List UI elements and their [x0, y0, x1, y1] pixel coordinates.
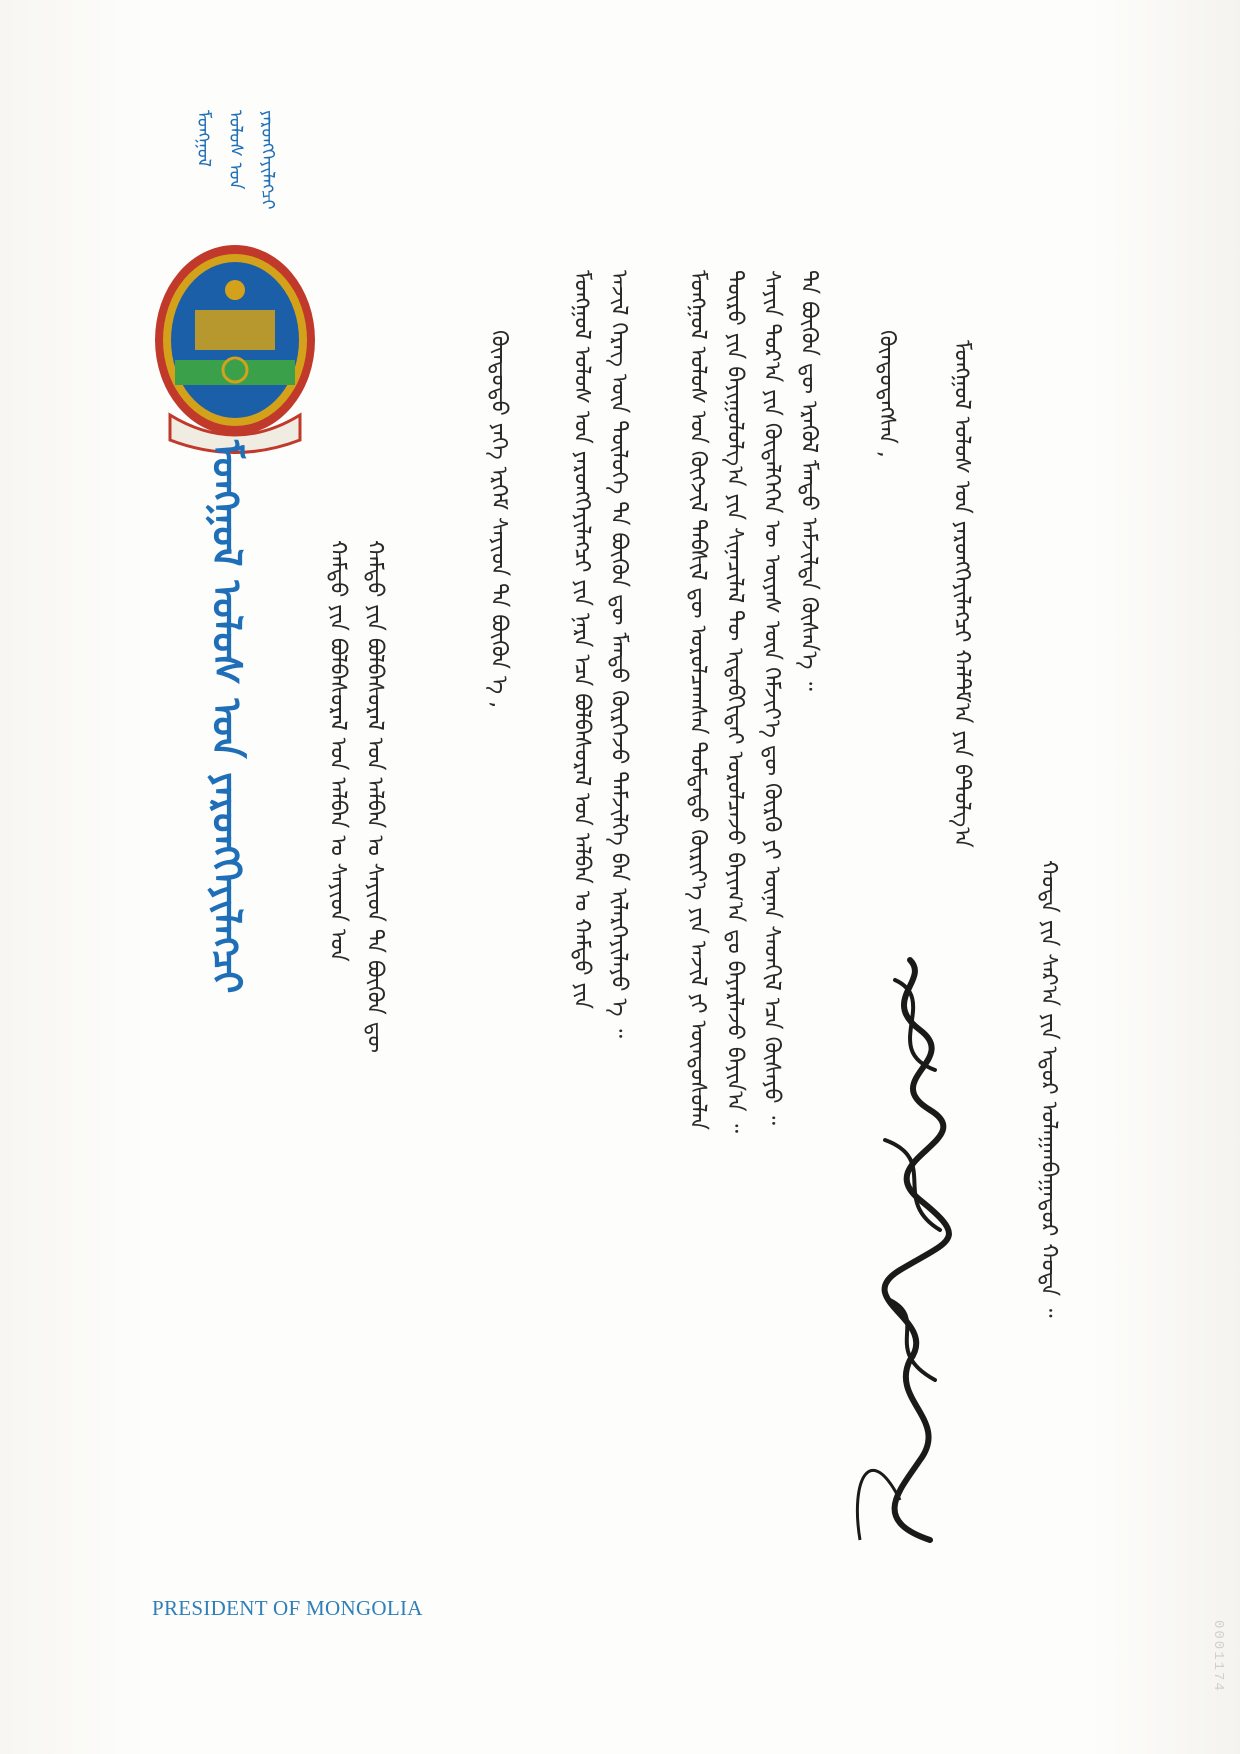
body-line-5: ᠰᠠᠶᠢᠨ ᠳᠤᠷ᠎ᠠ ᠶᠢᠨ ᠬᠥᠳᠡᠯᠭᠡᠭᠡᠨ ᠦ ᠦᠶᠡᠰ ᠦᠨ ᠬᠡᠮᠵᠢᠶ᠎ᠡ ᠳᠦ ᠬᠦᠷᠬᠦ ᠶᠢ ᠦᠨᠡᠨ ᠰᠡᠳᠬᠢᠯ ᠡᠴᠡ ᠬᠦᠰᠡᠶᠦ ᠃	[759, 270, 784, 1125]
signature	[840, 940, 980, 1564]
page-title: ᠮᠣᠩᠭᠣᠯ ᠤᠯᠤᠰ ᠤᠨ ᠶᠡᠷᠦᠩᠬᠡᠶᠢᠯᠡᠭᠴᠢ	[203, 440, 249, 994]
body-line-3: ᠮᠣᠩᠭᠣᠯ ᠤᠯᠤᠰ ᠤᠨ ᠬᠥᠭᠵᠢᠯ ᠳᠡᠪᠰᠢᠯ ᠳᠦ ᠣᠷᠤᠯᠴᠠᠭᠰᠠᠨ ᠳᠤᠮᠳᠠᠳᠤ ᠬᠦᠷᠢᠶ᠎ᠡ ᠶᠢᠨ ᠠᠵᠢᠯ ᠶᠢ ᠦᠨᠳᠦᠰᠦᠯᠡᠨ	[685, 270, 710, 1131]
body-line-2: ᠠᠵᠢᠯ ᠬᠡᠷᠡᠭ ᠦᠨ ᠲᠥᠯᠥᠭᠡ ᠲᠠ ᠪᠦᠬᠦᠨ ᠳᠦ ᠮᠡᠨᠳᠦ ᠬᠦᠷᠭᠡᠵᠦ ᠳᠡᠮᠵᠢᠯᠭᠡ ᠪᠠᠨ ᠢᠯᠡᠷᠬᠡᠶᠢᠯᠡᠶᠦ ᠡ ᠃	[606, 270, 631, 1038]
body-line-6: ᠲᠠ ᠪᠦᠬᠦᠨ ᠳᠦ ᠡᠷᠡᠭᠦᠯ ᠮᠡᠨᠳᠦ ᠠᠮᠵᠢᠯᠲᠠ ᠬᠦᠰᠡᠨ᠎ᠡ ᠃	[796, 270, 821, 691]
state-emblem	[150, 240, 320, 464]
closing-regards: ᠬᠦᠨᠳᠦᠲᠡᠭᠰᠡᠨ ,	[874, 330, 899, 458]
header-line-3: ᠶᠡᠷᠦᠩᠬᠡᠶᠢᠯᠡᠭᠴᠢ	[257, 110, 278, 210]
date-line: ᠬᠣᠲᠠ ᠶᠢᠨ ᠰᠠᠷ᠎ᠠ ᠶᠢᠨ ᠡᠳᠦᠷ ᠤᠯᠠᠭᠠᠨᠪᠠᠭᠠᠲᠤᠷ ᠬᠣᠲᠠ ᠃	[1036, 860, 1061, 1318]
header-line-2: ᠤᠯᠤᠰ ᠤᠨ	[225, 110, 246, 190]
salutation: ᠬᠦᠨᠳᠦᠲᠦ ᠶᠡᠬᠡ ᠡᠷᠬᠡᠮ ᠰᠠᠶᠢᠳ ᠲᠠ ᠪᠦᠬᠦᠨ ᠡ ,	[486, 330, 511, 709]
footer-label: PRESIDENT OF MONGOLIA	[152, 1596, 423, 1620]
addressee-line-1: ᠬᠠᠮᠲᠤ ᠶᠢᠨ ᠪᠣᠯᠪᠠᠰᠤᠷᠠᠯ ᠤᠨ ᠠᠯᠪᠠᠨ ᠤ ᠰᠠᠶᠢᠳ ᠤᠨ	[325, 540, 350, 962]
signatory: ᠮᠣᠩᠭᠣᠯ ᠤᠯᠤᠰ ᠤᠨ ᠶᠡᠷᠦᠩᠬᠡᠶᠢᠯᠡᠭᠴᠢ ᠬᠠᠯᠲᠮ᠎ᠠ ᠶᠢᠨ ᠪᠲ᠋ᠤᠯᠭ᠎ᠠ	[949, 340, 974, 848]
header-line-1: ᠮᠣᠩᠭᠣᠯ	[193, 110, 214, 167]
body-line-4: ᠲᠥᠷᠥ ᠶᠢᠨ ᠪᠠᠶᠢᠭᠤᠯᠤᠯᠭ᠎ᠠ ᠶᠢᠨ ᠰᠢᠨᠡᠴᠢᠯᠡᠯ ᠲᠦ ᠢᠳᠡᠪᠬᠢᠲᠡᠶ ᠣᠷᠤᠯᠴᠠᠵᠤ ᠪᠠᠶᠢᠭ᠎ᠠ ᠳᠤ ᠪᠠᠶᠠᠷᠯᠠᠵᠤ ᠪᠠᠶᠢᠨ᠎ᠠ ᠃	[722, 270, 747, 1134]
body-line-1: ᠮᠣᠩᠭᠣᠯ ᠤᠯᠤᠰ ᠤᠨ ᠶᠡᠷᠦᠩᠬᠡᠶᠢᠯᠡᠭᠴᠢ ᠶᠢᠨ ᠨᠡᠷᠡ ᠡᠴᠡ ᠪᠣᠯᠪᠠᠰᠤᠷᠠᠯ ᠤᠨ ᠠᠯᠪᠠᠨ ᠤ ᠬᠠᠮᠲᠤ ᠶᠢᠨ	[569, 270, 594, 1010]
serial-number: 0001174	[1210, 1620, 1226, 1693]
addressee-line-2: ᠬᠠᠮᠲᠤ ᠶᠢᠨ ᠪᠣᠯᠪᠠᠰᠤᠷᠠᠯ ᠤᠨ ᠠᠯᠪᠠᠨ ᠤ ᠰᠠᠶᠢᠳ ᠲᠠ ᠪᠦᠬᠦᠨ ᠳᠦ	[362, 540, 387, 1053]
